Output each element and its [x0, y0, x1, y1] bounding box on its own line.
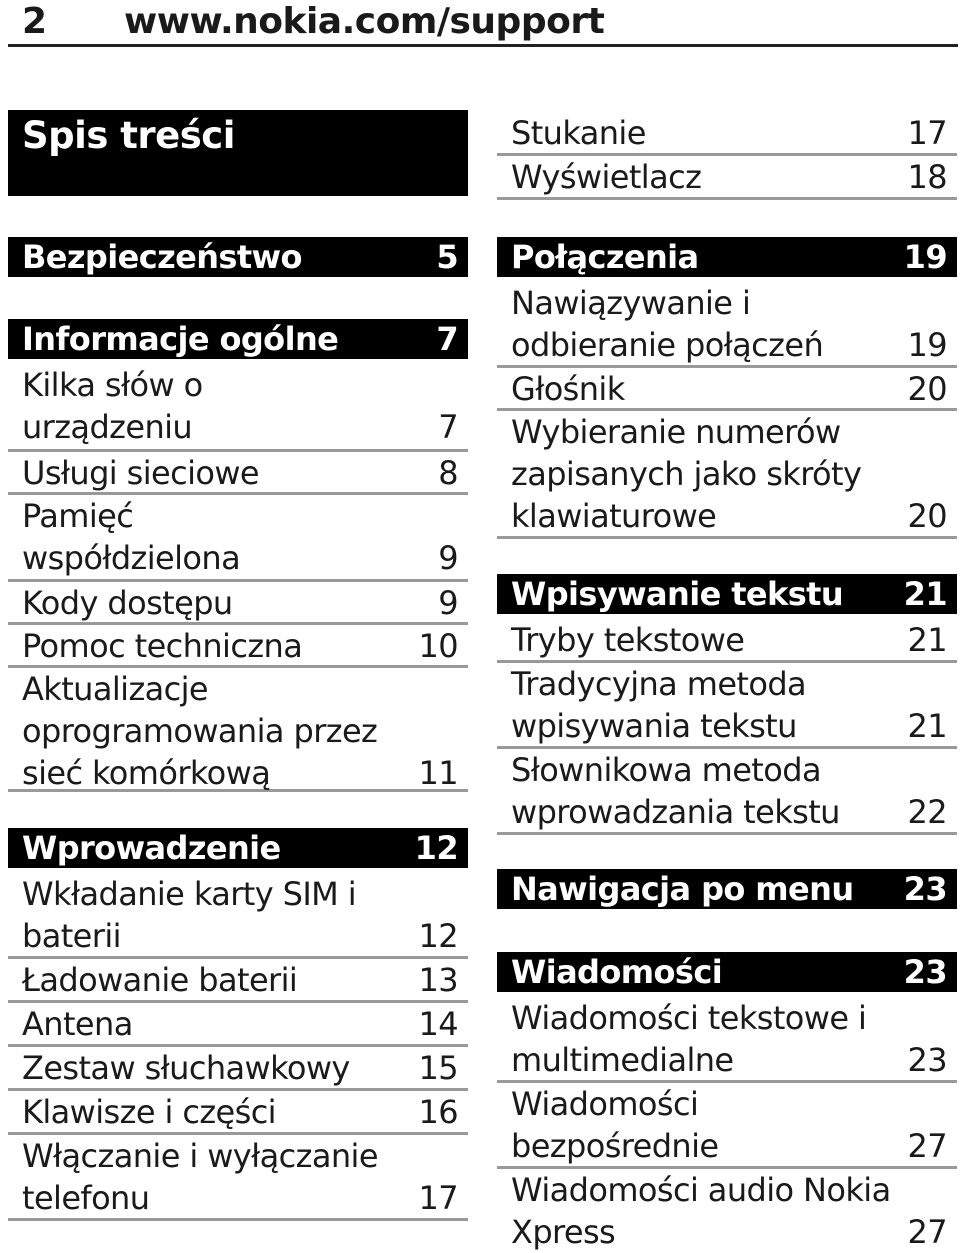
toc-entry[interactable]	[497, 1169, 957, 1251]
entry-page: 14	[418, 1005, 458, 1043]
entry-label: wprowadzania tekstu	[511, 793, 840, 831]
section-page: 5	[436, 238, 458, 276]
toc-entry[interactable]	[497, 997, 957, 1083]
section-label: Nawigacja po menu	[511, 870, 854, 908]
entry-page: 12	[418, 917, 458, 955]
entry-label: współdzielona	[22, 539, 241, 577]
toc-entry[interactable]	[8, 495, 468, 582]
section-label: Połączenia	[511, 238, 699, 276]
section-page: 21	[903, 575, 947, 613]
toc-title: Spis treści	[22, 114, 235, 157]
entry-page: 9	[438, 584, 458, 622]
toc-entry[interactable]	[8, 668, 468, 792]
entry-page: 10	[418, 627, 458, 665]
entry-page: 27	[907, 1127, 947, 1165]
toc-section[interactable]	[497, 574, 957, 614]
entry-page: 18	[907, 158, 947, 196]
toc-section[interactable]	[8, 828, 468, 868]
entry-label: Ładowanie baterii	[22, 961, 298, 999]
toc-entry[interactable]	[8, 625, 468, 668]
entry-label: Aktualizacje	[22, 670, 209, 708]
entry-label: Xpress	[511, 1213, 616, 1251]
toc-title-box	[8, 110, 468, 196]
entry-label: zapisanych jako skróty	[511, 455, 862, 493]
entry-label: sieć komórkową	[22, 754, 271, 792]
entry-label: Stukanie	[511, 114, 646, 152]
entry-page: 17	[907, 114, 947, 152]
section-page: 12	[414, 829, 458, 867]
entry-page: 17	[418, 1179, 458, 1217]
entry-page: 23	[907, 1041, 947, 1079]
entry-label: wpisywania tekstu	[511, 707, 797, 745]
section-page: 7	[436, 320, 458, 358]
toc-entry[interactable]	[497, 156, 957, 200]
toc-entry[interactable]	[497, 619, 957, 663]
toc-entry[interactable]	[8, 959, 468, 1003]
entry-label: multimedialne	[511, 1041, 734, 1079]
entry-label: Tryby tekstowe	[511, 621, 745, 659]
entry-label: Wiadomości audio Nokia	[511, 1171, 891, 1209]
toc-entry[interactable]	[8, 1091, 468, 1135]
toc-entry[interactable]	[497, 749, 957, 835]
support-url[interactable]: www.nokia.com/support	[124, 1, 605, 42]
entry-label: telefonu	[22, 1179, 150, 1217]
toc-entry[interactable]	[497, 663, 957, 749]
entry-label: Nawiązywanie i	[511, 284, 751, 322]
toc-entry[interactable]	[497, 1083, 957, 1169]
entry-label: oprogramowania przez	[22, 712, 378, 750]
page-header	[8, 0, 958, 47]
entry-label: urządzeniu	[22, 408, 193, 446]
entry-label: Pamięć	[22, 497, 134, 535]
toc-entry[interactable]	[8, 452, 468, 495]
toc-entry[interactable]	[497, 112, 957, 156]
section-label: Bezpieczeństwo	[22, 238, 302, 276]
entry-page: 8	[438, 454, 458, 492]
entry-page: 7	[438, 408, 458, 446]
entry-page: 15	[418, 1049, 458, 1087]
entry-label: Tradycyjna metoda	[511, 665, 807, 703]
entry-label: Głośnik	[511, 370, 625, 408]
entry-label: baterii	[22, 917, 121, 955]
entry-label: odbieranie połączeń	[511, 326, 824, 364]
entry-page: 27	[907, 1213, 947, 1251]
toc-entry[interactable]	[497, 368, 957, 411]
toc-entry[interactable]	[8, 1003, 468, 1047]
toc-section[interactable]	[497, 952, 957, 992]
entry-label: bezpośrednie	[511, 1127, 719, 1165]
entry-page: 21	[907, 621, 947, 659]
entry-label: Zestaw słuchawkowy	[22, 1049, 350, 1087]
section-page: 19	[903, 238, 947, 276]
section-label: Wpisywanie tekstu	[511, 575, 844, 613]
entry-page: 13	[418, 961, 458, 999]
entry-label: Słownikowa metoda	[511, 751, 821, 789]
entry-label: klawiaturowe	[511, 497, 717, 535]
entry-page: 16	[418, 1093, 458, 1131]
entry-label: Wiadomości tekstowe i	[511, 999, 867, 1037]
section-page: 23	[903, 870, 947, 908]
page-number: 2	[22, 1, 48, 42]
entry-page: 20	[907, 497, 947, 535]
entry-label: Wybieranie numerów	[511, 413, 841, 451]
section-label: Wprowadzenie	[22, 829, 281, 867]
entry-label: Antena	[22, 1005, 133, 1043]
entry-label: Klawisze i części	[22, 1093, 276, 1131]
entry-label: Wyświetlacz	[511, 158, 702, 196]
toc-section[interactable]	[8, 237, 468, 277]
toc-entry[interactable]	[8, 364, 468, 452]
toc-entry[interactable]	[497, 411, 957, 539]
toc-section[interactable]	[497, 237, 957, 277]
entry-page: 22	[907, 793, 947, 831]
section-page: 23	[903, 953, 947, 991]
toc-entry[interactable]	[8, 582, 468, 625]
entry-label: Włączanie i wyłączanie	[22, 1137, 378, 1175]
toc-entry[interactable]	[497, 282, 957, 368]
toc-section[interactable]	[497, 869, 957, 909]
entry-page: 9	[438, 539, 458, 577]
section-label: Informacje ogólne	[22, 320, 339, 358]
entry-label: Usługi sieciowe	[22, 454, 260, 492]
entry-label: Kilka słów o	[22, 366, 203, 404]
entry-page: 20	[907, 370, 947, 408]
toc-section[interactable]	[8, 319, 468, 359]
toc-entry[interactable]	[8, 873, 468, 959]
entry-page: 11	[418, 754, 458, 792]
toc-entry[interactable]	[8, 1047, 468, 1091]
entry-label: Wkładanie karty SIM i	[22, 875, 357, 913]
entry-label: Wiadomości	[511, 1085, 699, 1123]
toc-entry[interactable]	[8, 1135, 468, 1221]
entry-label: Kody dostępu	[22, 584, 233, 622]
entry-page: 21	[907, 707, 947, 745]
section-label: Wiadomości	[511, 953, 723, 991]
entry-page: 19	[907, 326, 947, 364]
entry-label: Pomoc techniczna	[22, 627, 303, 665]
